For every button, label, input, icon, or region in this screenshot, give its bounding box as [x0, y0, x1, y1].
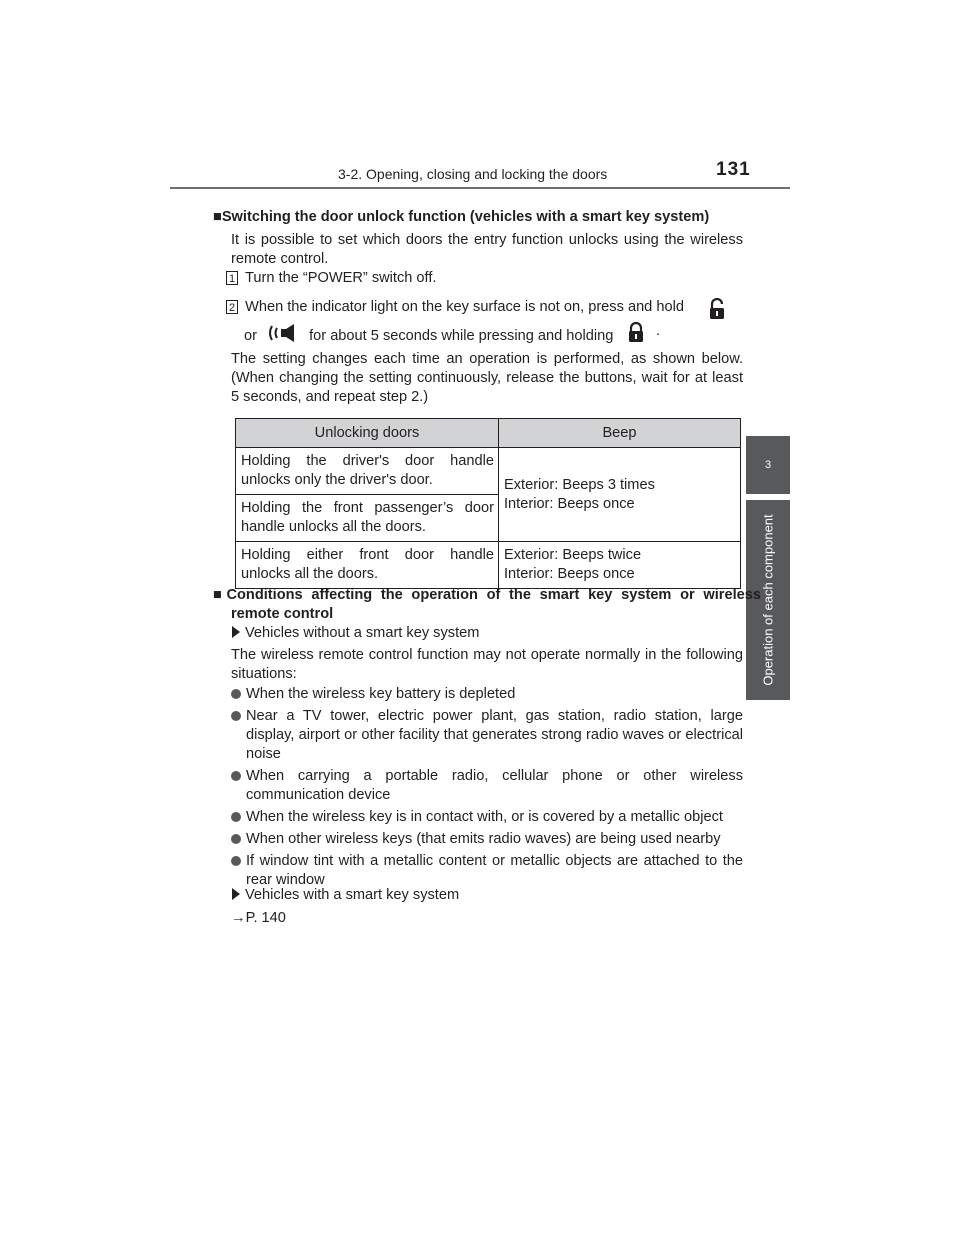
bullet-dot-icon [231, 689, 241, 699]
heading-text: Switching the door unlock function (vehicles with a smart key system) [221, 209, 710, 225]
beep-line: Exterior: Beeps twice [504, 547, 642, 563]
unlock-settings-table [235, 418, 741, 589]
step-2-continued [244, 322, 744, 350]
step-1 [226, 269, 746, 288]
table-row [236, 542, 741, 589]
chapter-tab-number [746, 436, 790, 494]
column-header-unlocking-doors: Unlocking doors [236, 419, 499, 448]
chapter-number: 3 [764, 458, 772, 471]
column-header-beep: Beep [499, 419, 741, 448]
section-heading-unlock-function [213, 208, 753, 227]
step-number-box: 2 [226, 300, 238, 314]
list-item-text: When the wireless key battery is depleted [246, 686, 516, 702]
subsection-label: Vehicles without a smart key system [245, 625, 480, 641]
bullet-dot-icon [231, 856, 241, 866]
list-item-text: When other wireless keys (that emits radio waves) are being used nearby [246, 831, 721, 847]
section1-note: The setting changes each time an operation is performed, as shown below. (When changing the setting continuously, release the buttons, wait for at least 5 seconds, and repeat step 2.) [231, 351, 743, 405]
subsection-with-smart-key [232, 886, 459, 905]
heading-text: Conditions affecting the operation of the smart key system or wireless remote control [226, 587, 761, 622]
page-number: 131 [716, 159, 751, 180]
list-item [231, 830, 743, 849]
bullet-dot-icon [231, 812, 241, 822]
bullet-dot-icon [231, 711, 241, 721]
beep-line: Interior: Beeps once [504, 495, 635, 512]
panic-alarm-icon [267, 322, 301, 350]
triangle-bullet-icon [232, 626, 240, 638]
bullet-dot-icon [231, 771, 241, 781]
step-or: or [244, 327, 257, 344]
list-item [231, 707, 743, 764]
header-rule [170, 187, 790, 189]
conditions-list [231, 685, 743, 893]
subsection-without-smart-key [232, 624, 479, 643]
lock-icon [625, 321, 647, 349]
step-2-period: . [656, 323, 661, 339]
table-cell-doors: Holding either front door handle unlocks all the doors. [236, 542, 499, 589]
table-cell-beep [499, 542, 741, 589]
table-cell-doors: Holding the front passenger’s door handle unlocks all the doors. [236, 495, 499, 542]
section-heading-conditions [213, 586, 761, 624]
section2-intro: The wireless remote control function may not operate normally in the following situations: [231, 647, 743, 682]
section1-intro: It is possible to set which doors the entry function unlocks using the wireless remote control. [231, 232, 743, 267]
beep-line: Exterior: Beeps 3 times [504, 476, 655, 493]
section-marker: ■ [213, 587, 227, 603]
list-item [231, 852, 743, 890]
subsection-label: Vehicles with a smart key system [245, 887, 460, 903]
beep-line: Interior: Beeps once [504, 566, 635, 582]
step-text: Turn the “POWER” switch off. [245, 270, 437, 286]
page-reference-link[interactable]: →P. 140 [231, 910, 286, 926]
table-header-row [236, 419, 741, 448]
list-item [231, 767, 743, 805]
list-item-text: Near a TV tower, electric power plant, gas station, radio station, large display, airport or other facility that generates strong radio waves or electrical noise [246, 708, 743, 762]
table-cell-beep [499, 448, 741, 542]
triangle-bullet-icon [232, 888, 240, 900]
list-item-text: If window tint with a metallic content or metallic objects are attached to the rear window [246, 853, 743, 888]
list-item-text: When the wireless key is in contact with, or is covered by a metallic object [246, 809, 723, 825]
list-item [231, 808, 743, 827]
step-text-b: for about 5 seconds while pressing and holding [309, 327, 614, 344]
table-cell-doors: Holding the driver's door handle unlocks only the driver's door. [236, 448, 499, 495]
step-text: When the indicator light on the key surface is not on, press and hold [245, 299, 684, 315]
section-marker: ■ [213, 209, 222, 225]
step-2 [226, 298, 746, 317]
chapter-label: Operation of each component [760, 514, 776, 686]
header-section-title: 3-2. Opening, closing and locking the doors [338, 166, 608, 182]
table-row [236, 448, 741, 495]
bullet-dot-icon [231, 834, 241, 844]
list-item [231, 685, 743, 704]
list-item-text: When carrying a portable radio, cellular phone or other wireless communication device [246, 768, 743, 803]
step-number-box: 1 [226, 271, 238, 285]
